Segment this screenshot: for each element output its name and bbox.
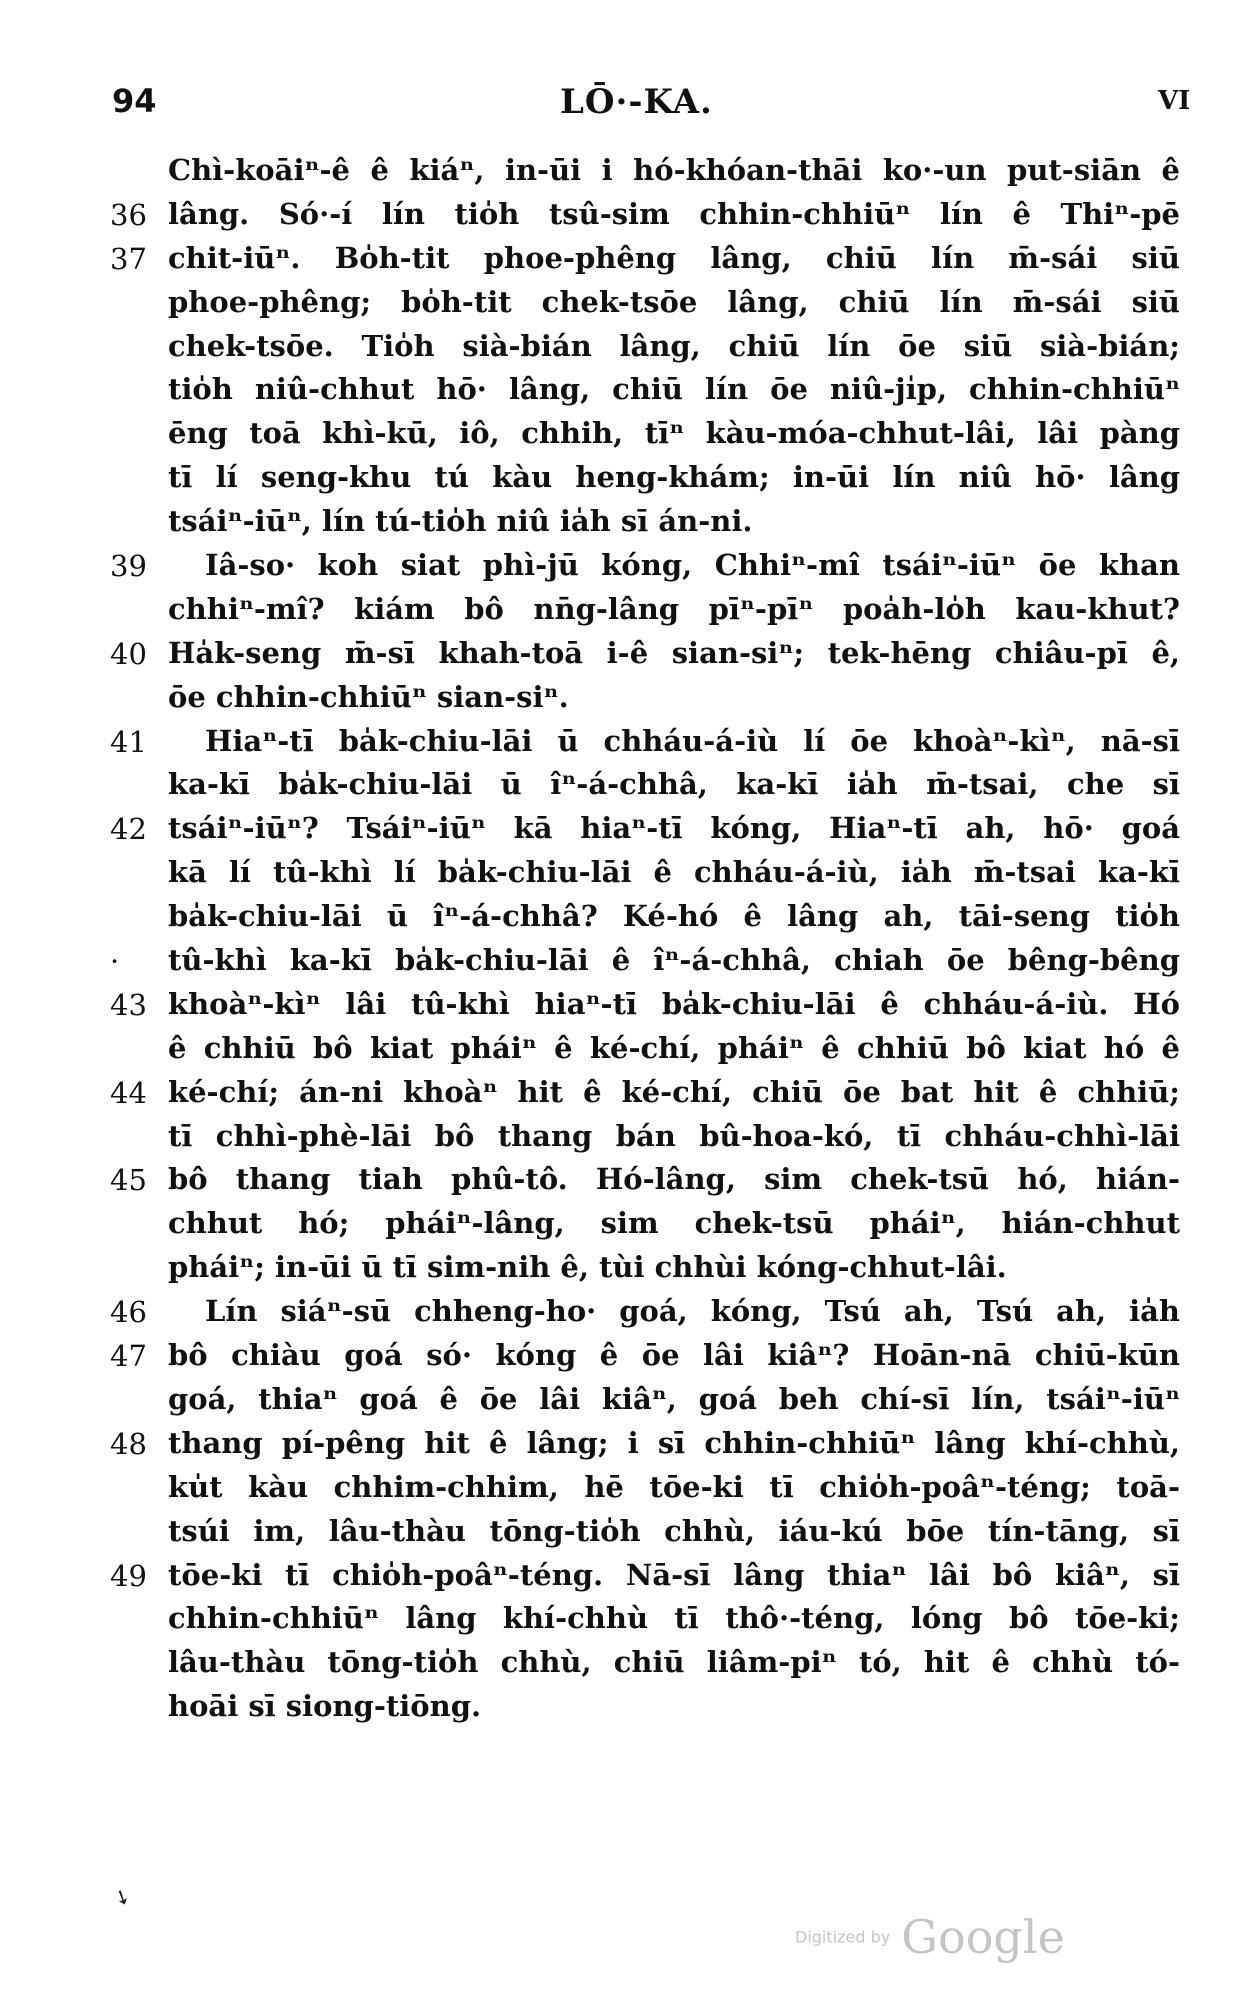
text-line [0, 1555, 1249, 1599]
text-line [0, 633, 1249, 677]
text-line [0, 1379, 1249, 1423]
text-line [0, 501, 1249, 545]
text-line [0, 940, 1249, 984]
line-text: goá, thiaⁿ goá ê ōe lâi kiâⁿ, goá beh chí-sī lín, tsáiⁿ-iūⁿ [168, 1381, 1180, 1416]
line-text: chit-iūⁿ. Bo̍h-tit phoe-phêng lâng, chiū lín m̄-sái siū [168, 240, 1180, 275]
verse-number: 39 [110, 549, 147, 584]
verse-number: 48 [110, 1426, 147, 1461]
verse-number: · [110, 944, 120, 979]
text-line [0, 1072, 1249, 1116]
text-line [0, 457, 1249, 501]
text-line [0, 545, 1249, 589]
line-text: tsáiⁿ-iūⁿ? Tsáiⁿ-iūⁿ kā hiaⁿ-tī kóng, Hiaⁿ-tī ah, hō· goá [168, 811, 1180, 846]
text-line [0, 808, 1249, 852]
text-line [0, 326, 1249, 370]
text-line [0, 1423, 1249, 1467]
line-text: chhiⁿ-mî? kiám bô nn̄g-lâng pīⁿ-pīⁿ poa̍h-lo̍h kau-khut? [168, 591, 1180, 626]
line-text: Ha̍k-seng m̄-sī khah-toā i-ê sian-siⁿ; tek-hēng chiâu-pī ê, [168, 635, 1180, 670]
line-text: lâng. Só·-í lín tio̍h tsû-sim chhin-chhiūⁿ lín ê Thiⁿ-pē [168, 196, 1180, 231]
text-line [0, 1686, 1249, 1730]
text-line [0, 984, 1249, 1028]
verse-number: 37 [110, 241, 147, 276]
margin-mark: ➘ [109, 1882, 136, 1912]
text-line [0, 369, 1249, 413]
verse-number: 45 [110, 1163, 147, 1198]
text-line [0, 1028, 1249, 1072]
text-line [0, 1159, 1249, 1203]
verse-number: 46 [110, 1295, 147, 1330]
text-line [0, 1511, 1249, 1555]
line-text: tsúi im, lâu-thàu tōng-tio̍h chhù, iáu-kú bōe tín-tāng, sī [168, 1513, 1180, 1548]
line-text: chek-tsōe. Tio̍h sià-bián lâng, chiū lín ōe siū sià-bián; [168, 328, 1180, 363]
line-text: phoe-phêng; bo̍h-tit chek-tsōe lâng, chiū lín m̄-sái siū [168, 284, 1180, 319]
verse-number: 49 [110, 1558, 147, 1593]
line-text: tī chhì-phè-lāi bô thang bán bû-hoa-kó, tī chháu-chhì-lāi [168, 1118, 1180, 1153]
text-line [0, 238, 1249, 282]
line-text: tio̍h niû-chhut hō· lâng, chiū lín ōe niû-ji̍p, chhin-chhiūⁿ [168, 372, 1180, 407]
text-line [0, 194, 1249, 238]
verse-number: 44 [110, 1075, 147, 1110]
line-text: tsáiⁿ-iūⁿ, lín tú-tio̍h niû ia̍h sī án-ni. [168, 504, 753, 539]
line-text: ēng toā khì-kū, iô, chhih, tīⁿ kàu-móa-chhut-lâi, lâi pàng [168, 416, 1180, 451]
line-text: pháiⁿ; in-ūi ū tī sim-nih ê, tùi chhùi kóng-chhut-lâi. [168, 1250, 1007, 1285]
text-line [0, 852, 1249, 896]
text-line [0, 764, 1249, 808]
text-line [0, 282, 1249, 326]
line-text: chhut hó; pháiⁿ-lâng, sim chek-tsū pháiⁿ, hián-chhut [168, 1206, 1180, 1241]
body-text [0, 150, 1249, 1730]
digitized-label: Digitized by [795, 1927, 891, 1947]
line-text: Iâ-so· koh siat phì-jū kóng, Chhiⁿ-mî tsáiⁿ-iūⁿ ōe khan [205, 548, 1180, 583]
line-text: ōe chhin-chhiūⁿ sian-siⁿ. [168, 679, 569, 714]
line-text: tû-khì ka-kī ba̍k-chiu-lāi ê îⁿ-á-chhâ, chiah ōe bêng-bêng [168, 943, 1180, 978]
text-line [0, 1642, 1249, 1686]
line-text: lâu-thàu tōng-tio̍h chhù, chiū liâm-piⁿ tó, hit ê chhù tó- [168, 1645, 1180, 1680]
line-text: Chì-koāiⁿ-ê ê kiáⁿ, in-ūi i hó-khóan-thāi ko·-un put-siān ê [168, 153, 1180, 187]
line-text: bô chiàu goá só· kóng ê ōe lâi kiâⁿ? Hoān-nā chiū-kūn [168, 1338, 1180, 1373]
text-line [0, 150, 1249, 194]
text-line [0, 896, 1249, 940]
verse-number: 40 [110, 636, 147, 671]
line-text: khoàⁿ-kìⁿ lâi tû-khì hiaⁿ-tī ba̍k-chiu-lāi ê chháu-á-iù. Hó [168, 986, 1180, 1021]
line-text: ê chhiū bô kiat pháiⁿ ê ké-chí, pháiⁿ ê chhiū bô kiat hó ê [168, 1030, 1180, 1065]
line-text: tōe-ki tī chio̍h-poâⁿ-téng. Nā-sī lâng thiaⁿ lâi bô kiâⁿ, sī [168, 1557, 1180, 1592]
line-text: chhin-chhiūⁿ lâng khí-chhù tī thô·-téng, lóng bô tōe-ki; [168, 1601, 1180, 1636]
line-text: bô thang tiah phû-tô. Hó-lâng, sim chek-tsū hó, hián- [168, 1162, 1180, 1197]
text-line [0, 1598, 1249, 1642]
line-text: hoāi sī siong-tiōng. [168, 1689, 482, 1724]
google-logo: Google [901, 1910, 1065, 1964]
text-line [0, 1247, 1249, 1291]
verse-number: 43 [110, 987, 147, 1022]
text-line [0, 1335, 1249, 1379]
text-line [0, 1467, 1249, 1511]
page-header [0, 70, 1249, 130]
line-text: ka-kī ba̍k-chiu-lāi ū îⁿ-á-chhâ, ka-kī ia̍h m̄-tsai, che sī [168, 767, 1180, 802]
line-text: Lín siáⁿ-sū chheng-ho· goá, kóng, Tsú ah, Tsú ah, ia̍h [205, 1294, 1180, 1329]
line-text: tī lí seng-khu tú kàu heng-khám; in-ūi lín niû hō· lâng [168, 460, 1180, 495]
verse-number: 47 [110, 1339, 147, 1374]
text-line [0, 677, 1249, 721]
line-text: ba̍k-chiu-lāi ū îⁿ-á-chhâ? Ké-hó ê lâng ah, tāi-seng tio̍h [168, 899, 1180, 934]
line-text: ku̍t kàu chhim-chhim, hē tōe-ki tī chio̍h-poâⁿ-téng; toā- [168, 1469, 1180, 1504]
verse-number: 36 [110, 197, 147, 232]
line-text: kā lí tû-khì lí ba̍k-chiu-lāi ê chháu-á-iù, ia̍h m̄-tsai ka-kī [168, 855, 1180, 890]
text-line [0, 589, 1249, 633]
page-number: 94 [112, 82, 157, 120]
line-text: Hiaⁿ-tī ba̍k-chiu-lāi ū chháu-á-iù lí ōe khoàⁿ-kìⁿ, nā-sī [205, 723, 1180, 758]
chapter-number: VI [1158, 86, 1191, 116]
line-text: thang pí-pêng hit ê lâng; i sī chhin-chhiūⁿ lâng khí-chhù, [168, 1425, 1180, 1460]
digitized-watermark [795, 1910, 1065, 1964]
line-text: ké-chí; án-ni khoàⁿ hit ê ké-chí, chiū ōe bat hit ê chhiū; [168, 1074, 1180, 1109]
running-title: LŌ·-KA. [560, 82, 713, 122]
text-line [0, 413, 1249, 457]
verse-number: 41 [110, 724, 147, 759]
text-line [0, 1116, 1249, 1160]
text-line [0, 721, 1249, 765]
text-line [0, 1291, 1249, 1335]
verse-number: 42 [110, 812, 147, 847]
text-line [0, 1203, 1249, 1247]
